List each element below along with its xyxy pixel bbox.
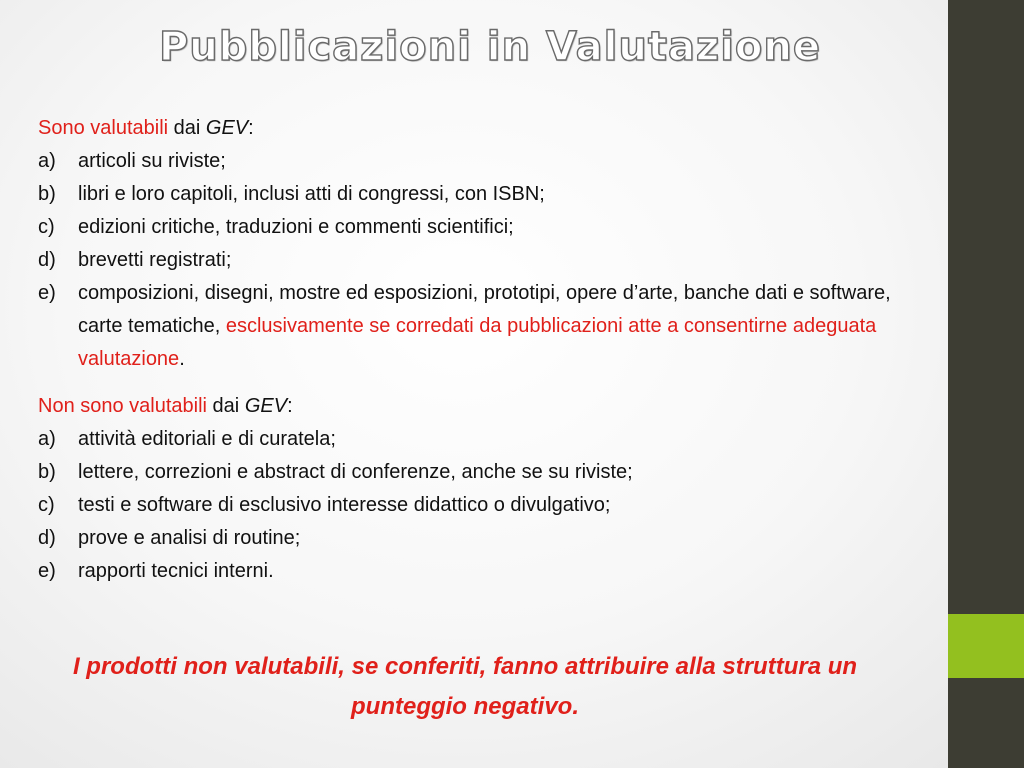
list-item <box>38 456 898 489</box>
non-valutabili-colon: : <box>287 395 293 417</box>
list-item <box>38 522 898 555</box>
item-text: composizioni, disegni, mostre ed esposizioni, prototipi, opere d’arte, banche dati e software, carte tematiche, <box>78 282 891 337</box>
item-text: rapporti tecnici interni. <box>78 560 274 582</box>
valutabili-gev: GEV <box>205 117 249 139</box>
item-text: brevetti registrati; <box>78 249 232 271</box>
list-item <box>38 489 898 522</box>
item-label: c) <box>38 216 55 238</box>
item-label: d) <box>38 527 56 549</box>
valutabili-keyword: Sono valutabili <box>38 117 169 139</box>
slide-content <box>38 112 898 588</box>
valutabili-list <box>38 145 898 376</box>
list-item <box>38 244 898 277</box>
item-label: a) <box>38 428 56 450</box>
item-text: attività editoriali e di curatela; <box>78 428 336 450</box>
list-item <box>38 423 898 456</box>
non-valutabili-heading <box>38 390 898 423</box>
item-label: d) <box>38 249 56 271</box>
item-text: testi e software di esclusivo interesse didattico o divulgativo; <box>78 494 611 516</box>
sidebar-accent-block <box>948 614 1024 678</box>
item-text: edizioni critiche, traduzioni e commenti scientifici; <box>78 216 514 238</box>
valutabili-heading <box>38 112 898 145</box>
slide-title: Pubblicazioni in Valutazione <box>158 24 822 70</box>
item-text: articoli su riviste; <box>78 150 226 172</box>
non-valutabili-keyword: Non sono valutabili <box>38 395 207 417</box>
list-item <box>38 145 898 178</box>
non-valutabili-gev: GEV <box>244 395 288 417</box>
item-label: a) <box>38 150 56 172</box>
item-label: b) <box>38 183 56 205</box>
conclusion-note: I prodotti non valutabili, se conferiti, fanno attribuire alla struttura un punteggio negativo. <box>72 653 858 720</box>
item-label: e) <box>38 560 56 582</box>
list-item <box>38 178 898 211</box>
item-text: lettere, correzioni e abstract di conferenze, anche se su riviste; <box>78 461 633 483</box>
list-item <box>38 555 898 588</box>
non-valutabili-connector: dai <box>207 395 245 417</box>
valutabili-connector: dai <box>168 117 206 139</box>
non-valutabili-list <box>38 423 898 588</box>
valutabili-colon: : <box>248 117 254 139</box>
item-text: libri e loro capitoli, inclusi atti di congressi, con ISBN; <box>78 183 545 205</box>
item-label: c) <box>38 494 55 516</box>
item-label: b) <box>38 461 56 483</box>
item-highlight: esclusivamente se corredati da pubblicazioni atte a consentirne adeguata valutazione <box>78 315 877 370</box>
list-item <box>38 277 898 376</box>
item-label: e) <box>38 282 56 304</box>
item-text: prove e analisi di routine; <box>78 527 301 549</box>
item-end: . <box>179 348 185 370</box>
decorative-sidebar <box>948 0 1024 768</box>
list-item <box>38 211 898 244</box>
